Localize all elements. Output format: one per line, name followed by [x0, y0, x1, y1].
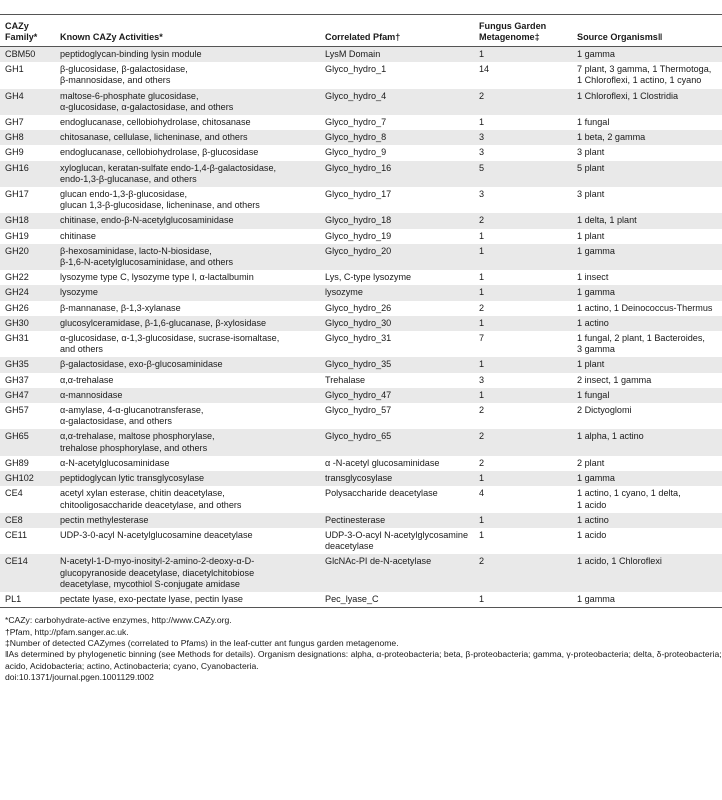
table-row — [0, 357, 722, 372]
table-row — [0, 429, 722, 455]
activities-cell: β-galactosidase, exo-β-glucosaminidase — [55, 357, 320, 372]
header-cazy-family: CAZy Family* — [0, 15, 55, 47]
count-cell: 1 — [474, 357, 572, 372]
activities-cell: glucosylceramidase, β-1,6-glucanase, β-xylosidase — [55, 316, 320, 331]
table-row — [0, 388, 722, 403]
pfam-cell: Glyco_hydro_19 — [320, 229, 474, 244]
sources-cell: 1 Chloroflexi, 1 Clostridia — [572, 89, 722, 115]
footnote: *CAZy: carbohydrate-active enzymes, http://www.CAZy.org. — [5, 615, 232, 626]
family-cell: GH17 — [0, 187, 55, 213]
table-row — [0, 316, 722, 331]
family-cell: GH22 — [0, 270, 55, 285]
family-cell: GH20 — [0, 244, 55, 270]
activities-cell: chitinase — [55, 229, 320, 244]
sources-cell: 3 plant — [572, 145, 722, 160]
family-cell: GH9 — [0, 145, 55, 160]
header-row — [0, 15, 722, 47]
top-rule — [0, 0, 722, 15]
family-cell: GH35 — [0, 357, 55, 372]
activities-cell: peptidoglycan-binding lysin module — [55, 47, 320, 63]
count-cell: 4 — [474, 486, 572, 512]
footnote: †Pfam, http://pfam.sanger.ac.uk. — [5, 626, 129, 637]
family-cell: CE8 — [0, 513, 55, 528]
count-cell: 3 — [474, 373, 572, 388]
count-cell: 1 — [474, 244, 572, 270]
sources-cell: 2 plant — [572, 456, 722, 471]
table-row — [0, 187, 722, 213]
sources-cell: 1 fungal — [572, 115, 722, 130]
count-cell: 1 — [474, 270, 572, 285]
family-cell: GH18 — [0, 213, 55, 228]
family-cell: GH89 — [0, 456, 55, 471]
pfam-cell: Trehalase — [320, 373, 474, 388]
family-cell: GH102 — [0, 471, 55, 486]
doi-line: doi:10.1371/journal.pgen.1001129.t002 — [5, 672, 154, 683]
family-cell: GH19 — [0, 229, 55, 244]
table-row — [0, 285, 722, 300]
table-row — [0, 244, 722, 270]
count-cell: 3 — [474, 130, 572, 145]
count-cell: 2 — [474, 301, 572, 316]
activities-cell: N-acetyl-1-D-myo-inosityl-2-amino-2-deoxy-α-D- glucopyranoside deacetylase, diacetylchitobiose deacetylase, mycothiol S-conjugate amidase — [55, 554, 320, 592]
activities-cell: β-mannanase, β-1,3-xylanase — [55, 301, 320, 316]
family-cell: CBM50 — [0, 47, 55, 63]
activities-cell: xyloglucan, keratan-sulfate endo-1,4-β-galactosidase, endo-1,3-β-glucanase, and others — [55, 161, 320, 187]
count-cell: 2 — [474, 89, 572, 115]
pfam-cell: Glyco_hydro_57 — [320, 403, 474, 429]
activities-cell: α-glucosidase, α-1,3-glucosidase, sucrase-isomaltase, and others — [55, 331, 320, 357]
activities-cell: endoglucanase, cellobiohydrolase, chitosanase — [55, 115, 320, 130]
pfam-cell: Glyco_hydro_30 — [320, 316, 474, 331]
family-cell: GH8 — [0, 130, 55, 145]
pfam-cell: lysozyme — [320, 285, 474, 300]
table-row — [0, 213, 722, 228]
sources-cell: 5 plant — [572, 161, 722, 187]
count-cell: 2 — [474, 403, 572, 429]
pfam-cell: Polysaccharide deacetylase — [320, 486, 474, 512]
family-cell: CE11 — [0, 528, 55, 554]
table-row — [0, 331, 722, 357]
header-source-organisms: Source Organisms‖ — [572, 15, 722, 47]
sources-cell: 1 beta, 2 gamma — [572, 130, 722, 145]
table-row — [0, 115, 722, 130]
activities-cell: α-mannosidase — [55, 388, 320, 403]
family-cell: GH7 — [0, 115, 55, 130]
count-cell: 5 — [474, 161, 572, 187]
table-body — [0, 47, 722, 608]
table-row — [0, 89, 722, 115]
pfam-cell: Glyco_hydro_9 — [320, 145, 474, 160]
count-cell: 7 — [474, 331, 572, 357]
pfam-cell: Glyco_hydro_4 — [320, 89, 474, 115]
family-cell: GH47 — [0, 388, 55, 403]
table-row — [0, 513, 722, 528]
pfam-cell: Lys, C-type lysozyme — [320, 270, 474, 285]
table-row — [0, 47, 722, 63]
sources-cell: 1 gamma — [572, 285, 722, 300]
count-cell: 3 — [474, 187, 572, 213]
sources-cell: 3 plant — [572, 187, 722, 213]
pfam-cell: Glyco_hydro_1 — [320, 62, 474, 88]
sources-cell: 1 actino, 1 cyano, 1 delta, 1 acido — [572, 486, 722, 512]
activities-cell: lysozyme type C, lysozyme type I, α-lactalbumin — [55, 270, 320, 285]
count-cell: 1 — [474, 285, 572, 300]
footnote: ‖As determined by phylogenetic binning (see Methods for details). Organism designations: alpha, α-proteobacteria; beta, β-proteobacteria; gamma, γ-proteobacteria; delta, δ-proteobacteria; acido, Acidobacteria; actino, Actinobacteria; cyano, Cyanobacteria. — [5, 649, 722, 671]
sources-cell: 2 insect, 1 gamma — [572, 373, 722, 388]
count-cell: 1 — [474, 115, 572, 130]
count-cell: 2 — [474, 213, 572, 228]
pfam-cell: Glyco_hydro_35 — [320, 357, 474, 372]
pfam-cell: UDP-3-O-acyl N-acetylglycosamine deacetylase — [320, 528, 474, 554]
activities-cell: lysozyme — [55, 285, 320, 300]
table-row — [0, 554, 722, 592]
sources-cell: 1 gamma — [572, 592, 722, 608]
sources-cell: 1 fungal — [572, 388, 722, 403]
table-row — [0, 456, 722, 471]
sources-cell: 1 actino — [572, 316, 722, 331]
activities-cell: α-N-acetylglucosaminidase — [55, 456, 320, 471]
footnote: ‡Number of detected CAZymes (correlated to Pfams) in the leaf-cutter ant fungus garden metagenome. — [5, 637, 399, 648]
activities-cell: α-amylase, 4-α-glucanotransferase, α-galactosidase, and others — [55, 403, 320, 429]
table-row — [0, 270, 722, 285]
activities-cell: α,α-trehalase — [55, 373, 320, 388]
sources-cell: 7 plant, 3 gamma, 1 Thermotoga, 1 Chloroflexi, 1 actino, 1 cyano — [572, 62, 722, 88]
activities-cell: acetyl xylan esterase, chitin deacetylase, chitooligosaccharide deacetylase, and others — [55, 486, 320, 512]
family-cell: GH4 — [0, 89, 55, 115]
table-row — [0, 592, 722, 608]
pfam-cell: LysM Domain — [320, 47, 474, 63]
sources-cell: 1 gamma — [572, 244, 722, 270]
table-row — [0, 229, 722, 244]
count-cell: 1 — [474, 316, 572, 331]
pfam-cell: Glyco_hydro_7 — [320, 115, 474, 130]
activities-cell: pectate lyase, exo-pectate lyase, pectin lyase — [55, 592, 320, 608]
family-cell: GH16 — [0, 161, 55, 187]
table-row — [0, 161, 722, 187]
pfam-cell: Glyco_hydro_31 — [320, 331, 474, 357]
count-cell: 1 — [474, 388, 572, 403]
count-cell: 1 — [474, 513, 572, 528]
family-cell: CE4 — [0, 486, 55, 512]
table-row — [0, 62, 722, 88]
footnotes — [0, 608, 722, 683]
activities-cell: β-hexosaminidase, lacto-N-biosidase, β-1,6-N-acetylglucosaminidase, and others — [55, 244, 320, 270]
sources-cell: 1 fungal, 2 plant, 1 Bacteroides, 3 gamma — [572, 331, 722, 357]
count-cell: 1 — [474, 471, 572, 486]
pfam-cell: Pec_lyase_C — [320, 592, 474, 608]
table-row — [0, 528, 722, 554]
pfam-cell: Glyco_hydro_17 — [320, 187, 474, 213]
family-cell: GH57 — [0, 403, 55, 429]
table-row — [0, 471, 722, 486]
activities-cell: maltose-6-phosphate glucosidase, α-glucosidase, α-galactosidase, and others — [55, 89, 320, 115]
cazy-table — [0, 15, 722, 608]
count-cell: 2 — [474, 456, 572, 471]
sources-cell: 1 plant — [572, 229, 722, 244]
sources-cell: 1 acido — [572, 528, 722, 554]
sources-cell: 1 delta, 1 plant — [572, 213, 722, 228]
count-cell: 3 — [474, 145, 572, 160]
family-cell: GH37 — [0, 373, 55, 388]
header-correlated-pfam: Correlated Pfam† — [320, 15, 474, 47]
family-cell: PL1 — [0, 592, 55, 608]
pfam-cell: transglycosylase — [320, 471, 474, 486]
activities-cell: chitosanase, cellulase, licheninase, and others — [55, 130, 320, 145]
activities-cell: pectin methylesterase — [55, 513, 320, 528]
pfam-cell: Glyco_hydro_65 — [320, 429, 474, 455]
sources-cell: 2 Dictyoglomi — [572, 403, 722, 429]
pfam-cell: Glyco_hydro_8 — [320, 130, 474, 145]
family-cell: GH24 — [0, 285, 55, 300]
count-cell: 1 — [474, 47, 572, 63]
sources-cell: 1 acido, 1 Chloroflexi — [572, 554, 722, 592]
table-row — [0, 130, 722, 145]
pfam-cell: Glyco_hydro_26 — [320, 301, 474, 316]
activities-cell: glucan endo-1,3-β-glucosidase, glucan 1,3-β-glucosidase, licheninase, and others — [55, 187, 320, 213]
family-cell: GH1 — [0, 62, 55, 88]
table-row — [0, 486, 722, 512]
sources-cell: 1 actino, 1 Deinococcus-Thermus — [572, 301, 722, 316]
activities-cell: UDP-3-0-acyl N-acetylglucosamine deacetylase — [55, 528, 320, 554]
pfam-cell: Glyco_hydro_20 — [320, 244, 474, 270]
count-cell: 2 — [474, 554, 572, 592]
count-cell: 1 — [474, 528, 572, 554]
activities-cell: endoglucanase, cellobiohydrolase, β-glucosidase — [55, 145, 320, 160]
sources-cell: 1 alpha, 1 actino — [572, 429, 722, 455]
sources-cell: 1 gamma — [572, 47, 722, 63]
count-cell: 14 — [474, 62, 572, 88]
activities-cell: α,α-trehalase, maltose phosphorylase, trehalose phosphorylase, and others — [55, 429, 320, 455]
family-cell: GH31 — [0, 331, 55, 357]
family-cell: GH26 — [0, 301, 55, 316]
family-cell: CE14 — [0, 554, 55, 592]
family-cell: GH65 — [0, 429, 55, 455]
sources-cell: 1 insect — [572, 270, 722, 285]
header-metagenome-count: Fungus Garden Metagenome‡ — [474, 15, 572, 47]
sources-cell: 1 actino — [572, 513, 722, 528]
table-row — [0, 373, 722, 388]
count-cell: 1 — [474, 229, 572, 244]
family-cell: GH30 — [0, 316, 55, 331]
table-row — [0, 403, 722, 429]
pfam-cell: α -N-acetyl glucosaminidase — [320, 456, 474, 471]
header-known-activities: Known CAZy Activities* — [55, 15, 320, 47]
count-cell: 1 — [474, 592, 572, 608]
pfam-cell: Pectinesterase — [320, 513, 474, 528]
count-cell: 2 — [474, 429, 572, 455]
pfam-cell: GlcNAc-PI de-N-acetylase — [320, 554, 474, 592]
pfam-cell: Glyco_hydro_47 — [320, 388, 474, 403]
pfam-cell: Glyco_hydro_16 — [320, 161, 474, 187]
table-row — [0, 301, 722, 316]
pfam-cell: Glyco_hydro_18 — [320, 213, 474, 228]
table-row — [0, 145, 722, 160]
activities-cell: chitinase, endo-β-N-acetylglucosaminidase — [55, 213, 320, 228]
sources-cell: 1 plant — [572, 357, 722, 372]
activities-cell: peptidoglycan lytic transglycosylase — [55, 471, 320, 486]
activities-cell: β-glucosidase, β-galactosidase, β-mannosidase, and others — [55, 62, 320, 88]
sources-cell: 1 gamma — [572, 471, 722, 486]
